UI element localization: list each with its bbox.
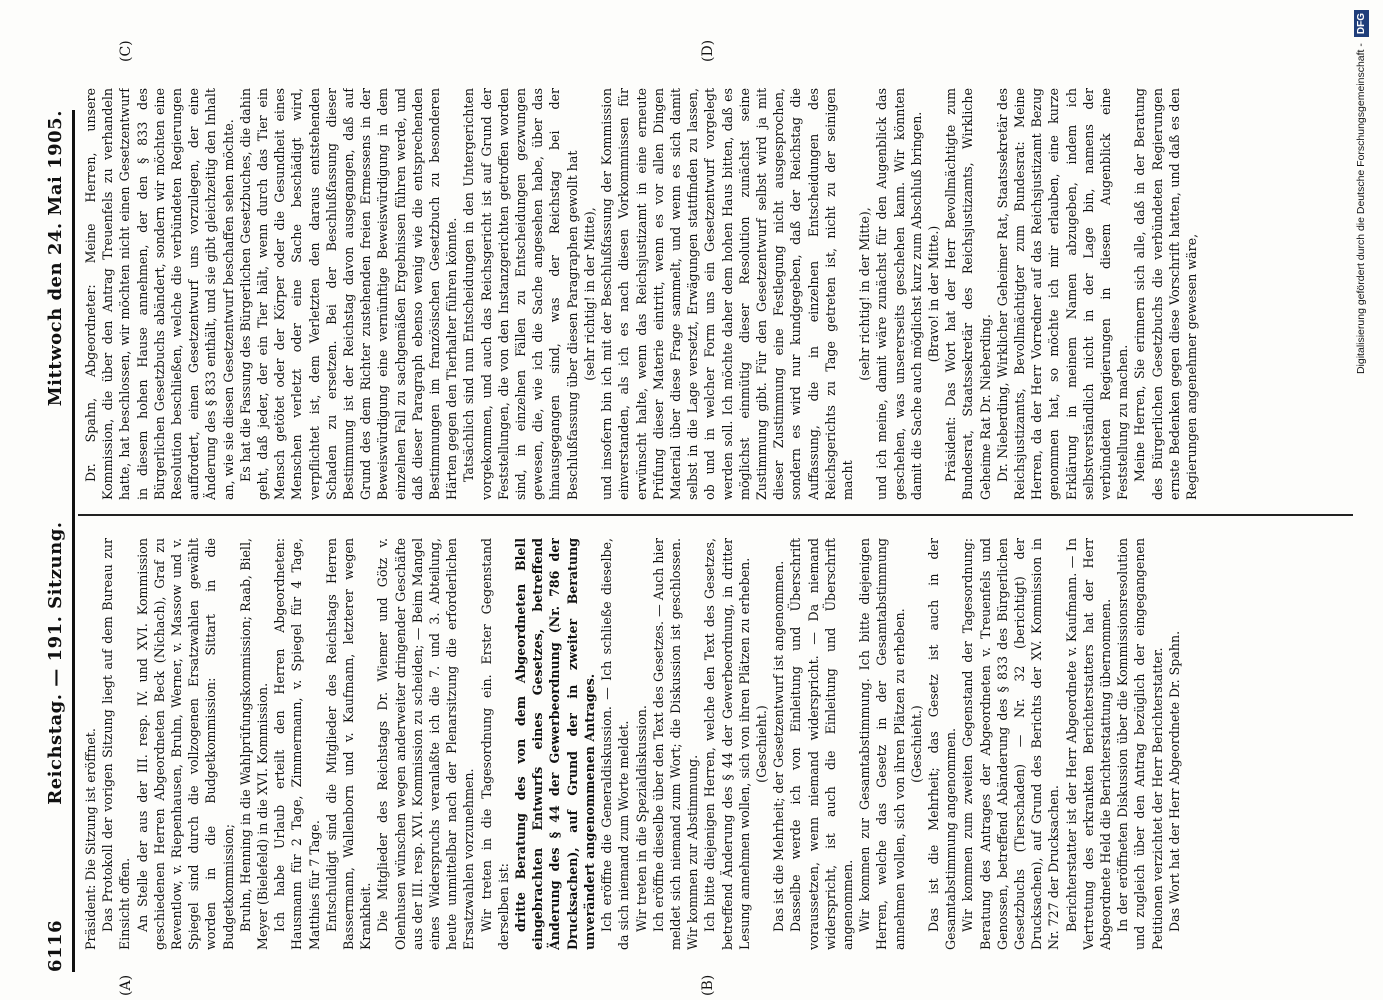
paragraph: Ich eröffne die Generaldiskussion. — Ich schließe dieselbe, da sich niemand zum Worte meldet. [599, 538, 632, 950]
page-header [26, 110, 66, 972]
paragraph: In der eröffneten Diskussion über die Kommissionsresolution und zugleich über den Antrag bezüglich der eingegangenen Petitionen verzichtet der Herr Berichterstatter. [1115, 538, 1165, 950]
paragraph: Entschuldigt sind die Mitglieder des Reichstags Herren Bassermann, Wallenborn und v. Kaufmann, letzterer wegen Krankheit. [323, 538, 374, 950]
paragraph: Bruhn, Henning in die Wahlprüfungskommission; Raab, Biell, Meyer (Bielefeld) in die XVI. Kommission. [237, 538, 271, 950]
column-divider [78, 514, 1353, 516]
paragraph: und ich meine, damit wäre zunächst für den Augenblick das geschehen, was unsererseits geschehen kann. Wir könnten damit die Sache auch möglichst kurz zum Abschluß bringen. [874, 88, 924, 500]
paragraph: Die Mitglieder des Reichstags Dr. Wiemer und Götz v. Olenhusen wünschen wegen anderweiter dringender Geschäfte aus der III. resp. XVI. Kommission zu scheiden; — Beim Mangel eines Widerspruchs veranlaßte ich die 7. und 3. Abteilung, heute unmittelbar nach der Plenarsitzung die erforderlichen Ersatzwahlen vorzunehmen. [375, 538, 477, 950]
paragraph: Präsident: Die Sitzung ist eröffnet. [83, 728, 98, 950]
paragraph: Das ist die Mehrheit; das Gesetz ist auch in der Gesamtabstimmung angenommen. [925, 538, 959, 950]
margin-marker-b: (B) [700, 974, 716, 996]
paragraph-bold: dritte Beratung des von dem Abgeordneten Blell eingebrachten Entwurfs eines Gesetzes, betreffend Änderung des § 44 der Gewerbeordnung (Nr. 786 der Drucksachen), auf Grund der in zweiter Beratung unverändert angenommenen Antrages. [513, 538, 597, 950]
paragraph: Wir treten in die Spezialdiskussion. [633, 705, 649, 932]
paragraph: Tatsächlich sind nun Entscheidungen in den Untergerichten vorgekommen, und auch das Reichsgericht ist auf Grund der Feststellungen, die von den Instanzgerichten getroffen worden sind, in einzelnen Fällen zu Entscheidungen gezwungen gewesen, die, wie ich die Sache angesehen habe, über das hinausgegangen sind, was der Reichstag bei der Beschlußfassung über diesen Paragraphen gewollt hat [461, 88, 580, 500]
paragraph: Dr. Nieberding, Wirklicher Geheimer Rat, Staatssekretär des Reichsjustizamts, Bevollmächtigter zum Bundesrat: Meine Herren, da der Herr Vorredner auf das Reichsjustizamt Bezug genommen hat, so möchte ich mir erlauben, eine kurze Erklärung in meinem Namen abzugeben, indem ich selbstverständlich nicht in der Lage bin, namens der verbündeten Regierungen in diesem Augenblick eine Feststellung zu machen. [994, 88, 1131, 500]
paragraph: Ich habe Urlaub erteilt den Herren Abgeordneten: Hausmann für 2 Tage, Zimmermann, v. Spiegel für 4 Tage, Matthies für 7 Tage. [272, 538, 322, 950]
paragraph: Meine Herren, Sie erinnern sich alle, daß in der Beratung des Bürgerlichen Gesetzbuchs die verbündeten Regierungen ernste Bedenken gegen diese Vorschrift hatten, und daß es den Regierungen angenehmer gewesen wäre, [1132, 88, 1199, 500]
paragraph: Das Protokoll der vorigen Sitzung liegt auf dem Bureau zur Einsicht offen. [100, 538, 133, 950]
paragraph: Wir kommen zum zweiten Gegenstand der Tagesordnung: Beratung des Antrages der Abgeordneten v. Treuenfels und Genossen, betreffend Abänderung des § 833 des Bürgerlichen Gesetzbuchs (Tierschaden) — Nr. 32 (berichtigt) der Drucksachen), auf Grund des Berichts der XV. Kommission in Nr. 727 der Drucksachen. [960, 538, 1062, 950]
paragraph: Präsident: Das Wort hat der Herr Bevollmächtigte zum Bundesrat, Staatssekretär des Reichsjustizamts, Wirkliche Geheime Rat Dr. Nieberding. [943, 88, 993, 500]
paragraph: Dr. Spahn, Abgeordneter: Meine Herren, unsere Kommission, die über den Antrag Treuenfels zu verhandeln hatte, hat beschlossen, wir möchten nicht einen Gesetzentwurf in diesem hohen Hause annehmen, der den § 833 des Bürgerlichen Gesetzbuchs abändert, sondern wir möchten eine Resolution beschließen, welche die verbündeten Regierungen auffordert, einen Gesetzentwurf uns vorzulegen, der eine Änderung des § 833 enthält, und sie gibt gleichzeitig den Inhalt an, wie sie diesen Gesetzentwurf beschaffen sehen möchte. [83, 88, 236, 500]
paragraph: Ich eröffne dieselbe über den Text des Gesetzes. — Auch hier meldet sich niemand zum Wort; die Diskussion ist geschlossen. Wir kommen zur Abstimmung. [650, 538, 701, 950]
margin-marker-c: (C) [118, 40, 134, 62]
paragraph: Dasselbe werde ich von Einleitung und Überschrift voraussetzen, wenn niemand widerspricht. — Da niemand widerspricht, ist auch die Einleitung und Überschrift angenommen. [788, 538, 855, 950]
stage-direction: (Geschieht.) [753, 705, 769, 783]
paragraph: Wir treten in die Tagesordnung ein. Erster Gegenstand derselben ist: [478, 538, 511, 950]
dfg-logo: DFG [1354, 10, 1369, 37]
session-title: Reichstag. — 191. Sitzung. [45, 521, 66, 805]
paragraph: Das Wort hat der Herr Abgeordnete Dr. Spahn. [1166, 630, 1182, 932]
page-number: 6116 [45, 919, 66, 972]
credit-text: Digitalisierung gefördert durch die Deutsche Forschungsgemeinschaft - [1355, 43, 1367, 375]
paragraph: Berichterstatter ist der Herr Abgeordnete v. Kaufmann. — In Vertretung des erkrankten Berichterstatters hat der Herr Abgeordnete Held die Berichterstattung übernommen. [1063, 538, 1113, 950]
header-rule [72, 110, 75, 972]
margin-marker-a: (A) [118, 974, 134, 996]
stage-direction: (Geschieht.) [908, 705, 924, 783]
interjection: (sehr richtig! in der Mitte), [857, 207, 873, 381]
right-column [82, 88, 1351, 500]
paragraph: Das ist die Mehrheit; der Gesetzentwurf ist angenommen. [771, 560, 787, 932]
paragraph: Wir kommen zur Gesamtabstimmung. Ich bitte diejenigen Herren, welche das Gesetz in der Gesamtabstimmung annehmen wollen, sich von ihren Plätzen zu erheben. [857, 538, 907, 950]
paragraph: An Stelle der aus der III. resp. IV. und XVI. Kommission geschiedenen Herren Abgeordneten Beck (Nichach), Graf zu Reventlow, v. Riepenhausen, Bruhn, Werner, v. Massow und v. Spiegel sind durch die vollzogenen Ersatzwahlen gewählt worden in die Budgetkommission: Sittart in die Budgetkommission; [134, 538, 236, 950]
left-column [82, 538, 1351, 950]
interjection: (Bravo! in der Mitte.) [925, 225, 941, 363]
paragraph: Ich bitte diejenigen Herren, welche den Text des Gesetzes, betreffend Änderung des § 44 der Gewerbeordnung, in dritter Lesung annehmen wollen, sich von ihren Plätzen zu erheben. [702, 538, 752, 950]
interjection: (sehr richtig! in der Mitte), [581, 207, 597, 381]
session-date: Mittwoch den 24. Mai 1905. [45, 110, 66, 407]
paragraph: Es hat die Fassung des Bürgerlichen Gesetzbuches, die dahin geht, daß jeder, der ein Tier hält, wenn durch das Tier ein Mensch getötet oder der Körper oder die Gesundheit eines Menschen verletzt oder eine Sache beschädigt wird, verpflichtet ist, dem Verletzten den daraus entstehenden Schaden zu ersetzen. Bei der Beschlußfassung dieser Bestimmung ist der Reichstag davon ausgegangen, daß auf Grund des dem Richter zustehenden freien Ermessens in der Beweiswürdigung eine vernünftige Beweiswürdigung in dem einzelnen Fall zu sachgemäßen Ergebnissen führen werde, und daß dieser Paragraph ebenso wenig wie die entsprechenden Bestimmungen im französischen Gesetzbuch zu besonderen Härten gegen den Tierhalter führen könnte. [237, 88, 460, 500]
paragraph: und insofern bin ich mit der Beschlußfassung der Kommission einverstanden, als ich es nach diesen Vorkommnissen für erwünscht halte, wenn das Reichsjustizamt in eine erneute Prüfung dieser Materie eintritt, wenn es vor allen Dingen Material über diese Frage sammelt, und wenn es sich damit selbst in die Lage versetzt, Erwägungen stattfinden zu lassen, ob und in welcher Form uns ein Gesetzentwurf vorgelegt werden soll. Ich möchte daher dem hohen Haus bitten, daß es möglichst einmütig dieser Resolution zunächst seine Zustimmung gibt. Für den Gesetzentwurf selbst wird ja mit dieser Zustimmung eine Festlegung nicht ausgesprochen, sondern es wird nur kundgegeben, daß der Reichstag die Auffassung, die in einzelnen Entscheidungen des Reichsgerichts zu Tage getreten ist, nicht zu der seinigen macht [599, 88, 855, 500]
digitization-credit [1346, 0, 1376, 1000]
margin-marker-d: (D) [700, 39, 716, 62]
